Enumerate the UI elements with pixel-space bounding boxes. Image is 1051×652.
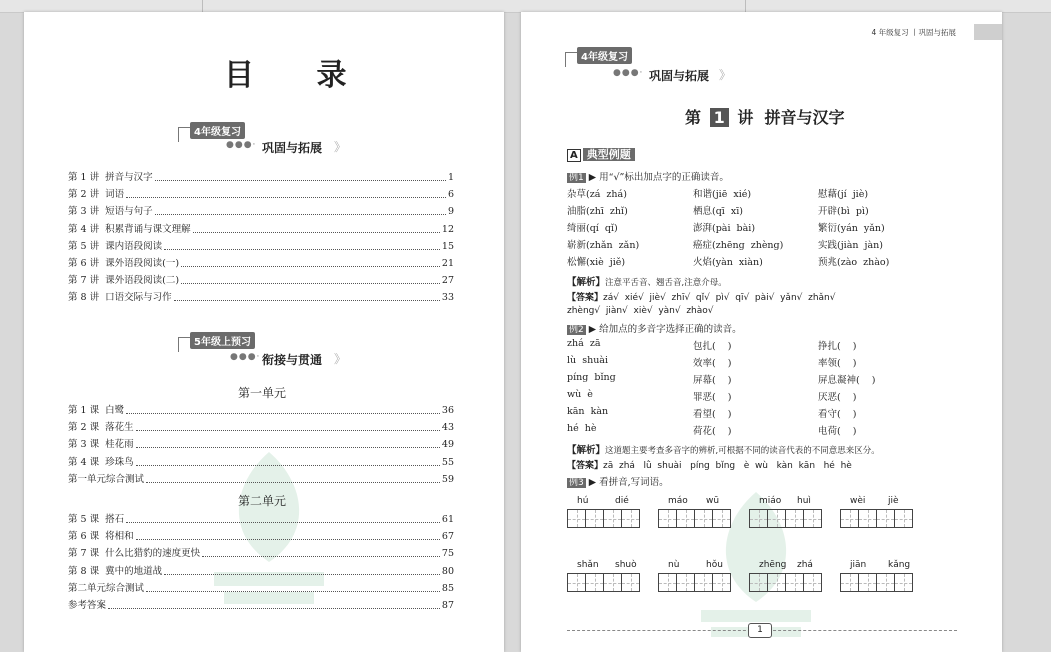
chevron-right-icon: 》 [719,68,732,82]
toc-entry-title: 第 8 课 冀中的地道战 [68,565,163,577]
exercise-item: 杂草(zá zhá) [567,189,627,200]
exercise-item: hé hè [567,423,597,434]
exercise-item: píng bǐng [567,372,616,383]
toc-entry[interactable] [68,170,454,186]
toc-entry-title: 第 6 课 将相和 [68,531,134,543]
toc-entry[interactable] [68,403,454,419]
example-3-prompt [567,474,669,488]
analysis-text: 这道题主要考查多音字的辨析,可根据不同的读音代表的不同意思来区分。 [605,446,880,456]
answer-tag: 【答案】 [567,461,604,471]
toc-entry-page: 75 [441,548,454,560]
toc-entry-title: 第 7 讲 课外语段阅读(二) [68,275,180,287]
writing-cell[interactable] [712,573,731,592]
toc-entry[interactable] [68,564,454,580]
exercise-item: 癌症(zhēng zhèng) [693,240,784,251]
lesson-number: 1 [710,108,729,127]
toc-entry-page: 87 [441,600,454,611]
unit2-heading: 第二单元 [238,494,287,508]
exercise-item: 开辟(bì pì) [818,206,869,217]
writing-cell[interactable] [840,573,859,592]
writing-cell[interactable] [894,509,913,528]
exercise-item: 挣扎( ) [818,341,857,352]
exercise-item: 看望( ) [693,409,732,420]
toc-entry-title: 第 8 讲 口语交际与习作 [68,292,172,304]
exercise-item: kān kàn [567,406,609,417]
writing-cell[interactable] [785,573,804,592]
example-prompt: ▶ 给加点的多音字选择正确的读音。 [588,324,742,335]
header-tab [974,24,1002,40]
review-badge: 4年级复习 [190,122,245,139]
example-label: 例1 [569,173,584,183]
exercise-item: 实践(jiàn jàn) [818,240,883,251]
toc-entry[interactable] [68,256,454,272]
writing-cell[interactable] [676,573,695,592]
example-1-prompt [567,169,729,183]
review-badge: 4年级复习 [577,47,632,64]
answer-text: zā zhá lǜ shuài píng bǐng è wù kàn kān hé hè [603,461,852,471]
toc-leader-dots [126,512,440,523]
toc-entry[interactable] [68,512,454,528]
exercise-item: 罪恶( ) [693,392,732,403]
toc-entry-page: 6 [447,189,454,201]
toc-entry[interactable] [68,437,454,453]
example-1-answer-cont: zhèng√ jiàn√ xiè√ yàn√ zhào√ [567,306,714,316]
writing-cell[interactable] [749,509,768,528]
toc-leader-dots [126,403,440,414]
example-1-answer [567,290,836,303]
writing-cell[interactable] [658,509,677,528]
exercise-item: 栖息(qī xī) [693,206,743,217]
toc-leader-dots [146,581,440,592]
pinyin-label: shǎn [577,560,599,570]
exercise-item: 火焰(yàn xiàn) [693,257,763,268]
writing-cell[interactable] [621,573,640,592]
exercise-item: 松懈(xiè jiě) [567,257,626,268]
writing-cell[interactable] [749,573,768,592]
pinyin-label: hú [577,496,589,506]
example-label: 例2 [569,325,584,335]
writing-boxes[interactable] [658,509,730,528]
unit1-heading: 第一单元 [238,386,287,400]
toc-entry-title: 第 4 课 珍珠鸟 [68,456,134,468]
pinyin-label: máo [668,496,688,506]
writing-cell[interactable] [603,573,622,592]
writing-boxes[interactable] [840,573,912,592]
analysis-tag: 【解析】 [567,445,606,456]
writing-cell[interactable] [694,509,713,528]
chevron-right-icon: 》 [334,352,347,366]
pinyin-label: miáo [759,496,782,506]
exercise-item: wù è [567,389,593,400]
writing-cell[interactable] [876,509,895,528]
analysis-text: 注意平舌音、翘舌音,注意介母。 [605,278,727,288]
exercise-item: 预兆(zào zhào) [818,257,890,268]
toc-entry-title: 第 6 讲 课外语段阅读(一) [68,258,180,269]
pinyin-label: zhēng [759,560,787,570]
toc-leader-dots [164,564,440,575]
toc-entry-title: 参考答案 [68,600,107,611]
toc-entry[interactable] [68,581,454,597]
writing-cell[interactable] [858,509,877,528]
pinyin-label: shuò [615,560,637,570]
writing-cell[interactable] [567,573,586,592]
toc-entry[interactable] [68,204,454,220]
exercise-item: 澎湃(pài bài) [693,223,756,234]
toc-entry[interactable] [68,546,454,562]
analysis-tag: 【解析】 [567,277,606,288]
toc-leader-dots [174,290,440,301]
writing-boxes[interactable] [567,573,639,592]
exercise-item: 率领( ) [818,358,857,369]
toc-leader-dots [136,437,440,448]
pinyin-label: wū [706,496,720,506]
toc-entry[interactable] [68,598,454,614]
toc-leader-dots [136,455,440,466]
toc-page [24,12,504,652]
exercise-item: 油脂(zhī zhǐ) [567,206,628,217]
exercise-item: 崭新(zhǎn zǎn) [567,240,640,251]
exercise-item: 繁衍(yán yǎn) [818,223,885,234]
answer-text: zá√ xié√ jiè√ zhī√ qǐ√ pì√ qī√ pài√ yǎn√ zhǎn√ [603,293,836,303]
toc-entry-page: 33 [441,292,454,304]
exercise-item: 慰藉(jí jiè) [818,189,869,200]
toc-leader-dots [202,546,440,557]
example-prompt: ▶ 用“√”标出加点字的正确读音。 [588,172,729,183]
pinyin-label: jiān [850,560,867,570]
badge-dots: ●●●· [613,68,644,78]
pinyin-label: dié [615,496,629,506]
writing-boxes[interactable] [749,509,821,528]
toc-entry-page: 27 [441,275,454,287]
writing-cell[interactable] [858,573,877,592]
exercise-item: 电荷( ) [818,426,857,437]
toc-entry-title: 第 3 讲 短语与句子 [68,206,153,218]
pinyin-label: hǒu [706,560,723,570]
writing-boxes[interactable] [840,509,912,528]
writing-cell[interactable] [785,509,804,528]
toc-entry-title: 第 7 课 什么比猎豹的速度更快 [68,548,201,560]
toc-entry[interactable] [68,420,454,436]
exercise-item: 屏幕( ) [693,375,732,386]
toc-entry-title: 第 1 讲 拼音与汉字 [68,172,153,183]
toc-entry-title: 第二单元综合测试 [68,582,145,594]
toc-leader-dots [181,256,440,267]
toc-entry[interactable] [68,472,454,488]
writing-boxes[interactable] [749,573,821,592]
exercise-item: 和谐(jiē xié) [693,189,752,200]
toc-entry-title: 第 1 课 白鹭 [68,405,125,416]
writing-cell[interactable] [803,573,822,592]
section-title: 典型例题 [583,148,635,161]
toc-leader-dots [136,420,440,431]
pinyin-label: nù [668,560,680,570]
toc-entry-page: 9 [447,206,454,218]
toc-entry[interactable] [68,187,454,203]
toc-entry[interactable] [68,222,454,238]
toc-leader-dots [146,472,440,483]
toc-leader-dots [155,204,446,215]
exercise-item: 效率( ) [693,358,732,369]
exercise-item: 看守( ) [818,409,857,420]
writing-cell[interactable] [585,509,604,528]
lesson-prefix: 第 [685,108,702,127]
toc-leader-dots [155,170,446,181]
toolbar-divider [745,0,746,12]
example-label: 例3 [569,478,584,488]
review-subtitle: 巩固与拓展 [262,141,323,155]
section-letter: A [567,149,581,162]
toc-entry-page: 49 [441,439,454,451]
toc-leader-dots [136,529,440,540]
example-2-prompt [567,321,742,335]
writing-boxes[interactable] [567,509,639,528]
toc-entry[interactable] [68,529,454,545]
writing-cell[interactable] [767,573,786,592]
toc-entry-page: 1 [447,172,454,183]
preview-subtitle: 衔接与贯通 [262,353,323,367]
pinyin-label: kǎng [888,560,911,570]
toc-entry-title: 第 2 课 落花生 [68,422,134,434]
preview-badge: 5年级上预习 [190,332,255,349]
toc-leader-dots [126,187,446,198]
pinyin-label: zhá [797,560,813,570]
toc-entry-title: 第 5 讲 课内语段阅读 [68,240,163,252]
writing-cell[interactable] [803,509,822,528]
example-2-analysis [567,442,880,456]
writing-cell[interactable] [676,509,695,528]
toc-leader-dots [108,598,440,609]
exercise-item: 屏息凝神( ) [818,375,876,386]
toc-entry[interactable] [68,273,454,289]
badge-dots: ●●●· [226,140,257,150]
toc-entry-page: 61 [441,514,454,525]
writing-boxes[interactable] [658,573,730,592]
exercise-item: 绮丽(qí qǐ) [567,223,618,234]
writing-cell[interactable] [621,509,640,528]
badge-dots: ●●●· [230,352,261,362]
running-header: 4 年级复习 丨巩固与拓展 [871,28,956,37]
toc-entry-page: 12 [441,223,454,235]
example-2-answer [567,458,852,471]
toc-leader-dots [181,273,440,284]
toc-entry-title: 第一单元综合测试 [68,473,145,485]
toolbar-divider [202,0,203,12]
writing-cell[interactable] [712,509,731,528]
writing-cell[interactable] [840,509,859,528]
writing-cell[interactable] [658,573,677,592]
exercise-item: 厌恶( ) [818,392,857,403]
lesson-title [685,105,844,128]
exercise-item: 荷花( ) [693,426,732,437]
writing-cell[interactable] [694,573,713,592]
writing-cell[interactable] [585,573,604,592]
page-number: 1 [748,623,772,638]
toc-entry-page: 67 [441,531,454,543]
example-prompt: ▶ 看拼音,写词语。 [588,477,669,488]
toc-entry-page: 36 [441,405,454,416]
toc-entry-page: 15 [441,240,454,252]
toc-entry-title: 第 3 课 桂花雨 [68,439,134,451]
toc-entry-page: 80 [441,565,454,577]
toc-title: 目 录 [224,58,373,93]
toc-leader-dots [164,239,440,250]
toc-entry[interactable] [68,455,454,471]
toc-entry-title: 第 2 讲 词语 [68,189,125,201]
toc-entry-page: 21 [441,258,454,269]
toc-entry-page: 43 [441,422,454,434]
section-heading [567,146,635,162]
writing-cell[interactable] [876,573,895,592]
toc-entry[interactable] [68,290,454,306]
toc-entry-page: 85 [441,582,454,594]
writing-cell[interactable] [894,573,913,592]
toc-entry-page: 59 [441,473,454,485]
writing-cell[interactable] [767,509,786,528]
exercise-item: 包扎( ) [693,341,732,352]
lesson-suffix: 讲 拼音与汉字 [737,108,845,127]
pinyin-label: huì [797,496,811,506]
chevron-right-icon: 》 [334,140,347,154]
exercise-item: lù shuài [567,355,609,366]
writing-cell[interactable] [567,509,586,528]
pinyin-label: jiè [888,496,899,506]
pinyin-label: wèi [850,496,866,506]
review-subtitle: 巩固与拓展 [649,69,710,83]
lesson-page [521,12,1002,652]
example-1-analysis [567,274,727,288]
writing-cell[interactable] [603,509,622,528]
toc-entry-title: 第 4 讲 积累背诵与课文理解 [68,223,191,235]
answer-tag: 【答案】 [567,293,604,303]
toc-entry-title: 第 5 课 搭石 [68,514,125,525]
toc-leader-dots [193,222,440,233]
toc-entry[interactable] [68,239,454,255]
exercise-item: zhá zā [567,338,601,349]
toc-entry-page: 55 [441,456,454,468]
